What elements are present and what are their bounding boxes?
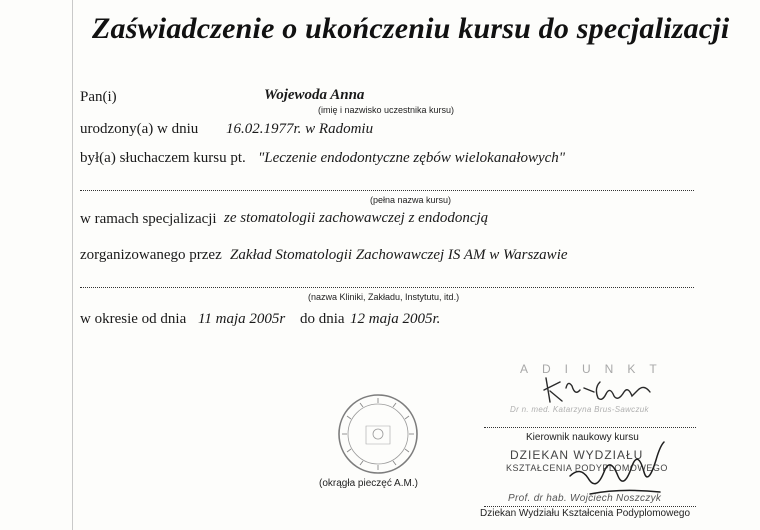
course-label: był(a) słuchaczem kursu pt. bbox=[80, 150, 246, 166]
round-seal-stamp bbox=[336, 392, 420, 476]
period-to-label: do dnia bbox=[300, 311, 345, 327]
birth-label: urodzony(a) w dniu bbox=[80, 121, 199, 137]
page-edge-line bbox=[72, 0, 73, 530]
birth-value: 16.02.1977r. w Radomiu bbox=[226, 121, 374, 137]
period-to-date: 12 maja 2005r. bbox=[350, 311, 441, 327]
specialization-label: w ramach specjalizacji bbox=[80, 211, 217, 227]
dean-signature bbox=[560, 436, 680, 500]
specialization-value: ze stomatologii zachowawczej z endodoncją bbox=[224, 210, 489, 226]
dean-stamp-line2: KSZTAŁCENIA PODYPLOMOWEGO bbox=[506, 463, 668, 473]
dean-name-stamp: Prof. dr hab. Wojciech Noszczyk bbox=[508, 493, 662, 504]
participant-caption: (imię i nazwisko uczestnika kursu) bbox=[318, 105, 455, 115]
period-from-date: 11 maja 2005r bbox=[198, 311, 286, 327]
course-title: "Leczenie endodontyczne zębów wielokanałowych" bbox=[258, 150, 566, 166]
supervisor-caption: Kierownik naukowy kursu bbox=[526, 432, 639, 443]
course-dotted-line bbox=[80, 190, 694, 191]
organizer-caption: (nazwa Kliniki, Zakładu, Instytutu, itd.) bbox=[308, 292, 460, 302]
adiunkt-name-stamp: Dr n. med. Katarzyna Brus-Sawczuk bbox=[510, 405, 649, 414]
certificate-title: Zaświadczenie o ukończeniu kursu do specjalizacji bbox=[92, 12, 730, 45]
period-from-label: w okresie od dnia bbox=[80, 311, 187, 327]
organizer-label: zorganizowanego przez bbox=[80, 247, 222, 263]
dean-caption: Dziekan Wydziału Kształcenia Podyplomowego bbox=[480, 508, 691, 519]
dean-stamp-line1: DZIEKAN WYDZIAŁU bbox=[510, 448, 644, 462]
dean-dotted-line bbox=[484, 506, 696, 507]
adiunkt-signature bbox=[540, 374, 670, 408]
organizer-dotted-line bbox=[80, 287, 694, 288]
course-caption: (pełna nazwa kursu) bbox=[370, 195, 452, 205]
seal-caption: (okrągła pieczęć A.M.) bbox=[319, 478, 418, 489]
supervisor-dotted-line bbox=[484, 427, 696, 428]
participant-label: Pan(i) bbox=[80, 89, 117, 105]
participant-name: Wojewoda Anna bbox=[264, 87, 365, 103]
adiunkt-stamp: ADIUNKT bbox=[520, 362, 671, 376]
organizer-value: Zakład Stomatologii Zachowawczej IS AM w Warszawie bbox=[230, 247, 568, 263]
